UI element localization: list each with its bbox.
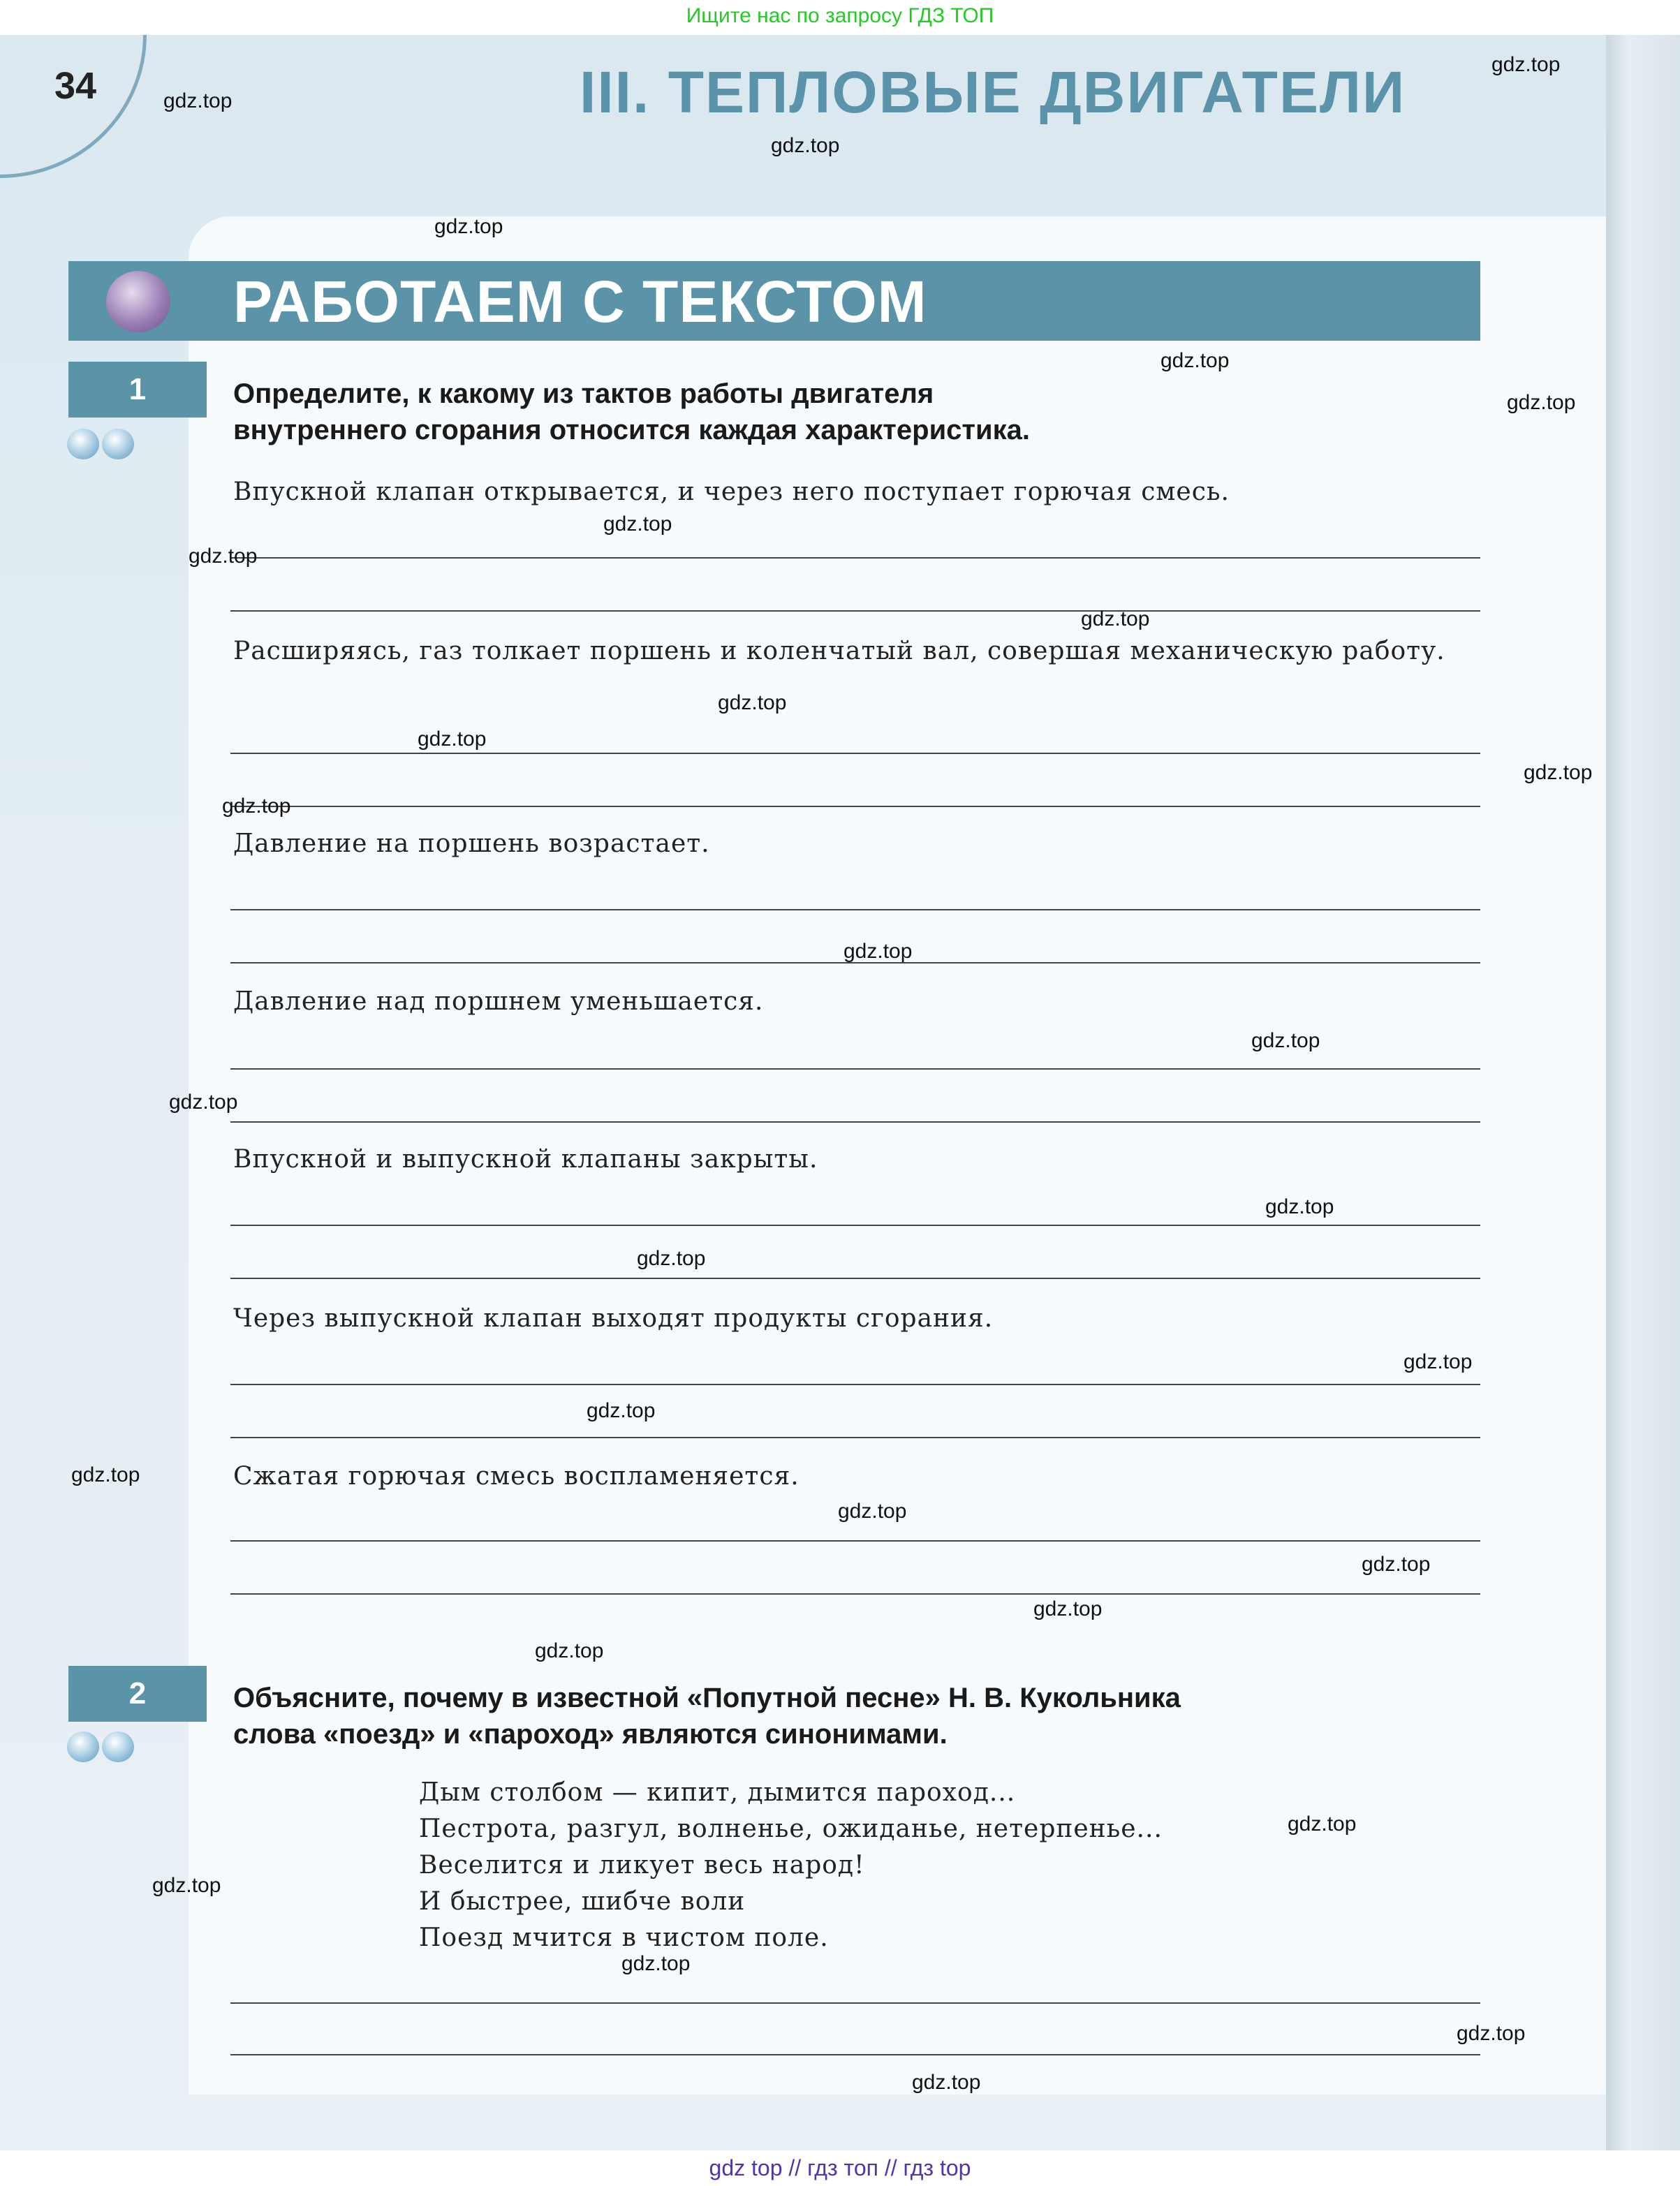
answer-line[interactable]	[230, 2054, 1480, 2055]
answer-line[interactable]	[230, 909, 1480, 910]
answer-line[interactable]	[230, 1540, 1480, 1542]
watermark: gdz.top	[1288, 1812, 1357, 1836]
answer-line[interactable]	[230, 1437, 1480, 1438]
answer-line[interactable]	[230, 1384, 1480, 1385]
answer-line[interactable]	[230, 1593, 1480, 1595]
search-hint: Ищите нас по запросу ГДЗ ТОП	[686, 4, 994, 27]
watermark: gdz.top	[1507, 391, 1576, 414]
answer-line[interactable]	[230, 557, 1480, 559]
task2-question	[233, 1680, 1476, 1752]
characteristic-item: Давление на поршень возрастает.	[233, 829, 710, 858]
task-number-badge: 1	[68, 362, 207, 418]
difficulty-dots-icon	[67, 429, 140, 459]
watermark: gdz.top	[1160, 349, 1230, 372]
watermark: gdz.top	[434, 215, 503, 238]
watermark: gdz.top	[418, 728, 487, 751]
answer-line[interactable]	[230, 2002, 1480, 2004]
characteristic-item: Впускной клапан открывается, и через него поступает горючая смесь.	[233, 478, 1230, 506]
task1-question	[233, 376, 1476, 448]
page-number: 34	[54, 65, 97, 107]
question-line: слова «поезд» и «пароход» являются синонимами.	[233, 1719, 948, 1750]
watermark: gdz.top	[771, 134, 840, 157]
characteristic-item: Давление над поршнем уменьшается.	[233, 987, 764, 1016]
watermark: gdz.top	[189, 545, 258, 568]
footer-text: gdz top // гдз топ // гдз top	[709, 2155, 971, 2180]
characteristic-item: Сжатая горючая смесь воспламеняется.	[233, 1462, 800, 1491]
characteristic-item: Через выпускной клапан выходят продукты сгорания.	[233, 1304, 994, 1333]
answer-line[interactable]	[230, 1225, 1480, 1226]
poem-line: Поезд мчится в чистом поле.	[419, 1923, 829, 1952]
poem-line: Дым столбом — кипит, дымится пароход...	[419, 1778, 1016, 1807]
watermark: gdz.top	[637, 1247, 706, 1270]
footer	[0, 2150, 1680, 2186]
answer-line[interactable]	[230, 1068, 1480, 1070]
characteristic-item: Расширяясь, газ толкает поршень и коленчатый вал, совершая механическую работу.	[233, 637, 1445, 665]
watermark: gdz.top	[1081, 607, 1150, 630]
watermark: gdz.top	[535, 1639, 604, 1662]
watermark: gdz.top	[71, 1463, 140, 1486]
characteristic-item: Впускной и выпускной клапаны закрыты.	[233, 1145, 818, 1174]
poem-line: Пестрота, разгул, волненье, ожиданье, нетерпенье...	[419, 1815, 1163, 1843]
watermark: gdz.top	[152, 1874, 221, 1897]
section-title: РАБОТАЕМ С ТЕКСТОМ	[233, 269, 927, 334]
task-number-badge: 2	[68, 1666, 207, 1722]
watermark: gdz.top	[1524, 761, 1593, 784]
watermark: gdz.top	[587, 1399, 656, 1422]
watermark: gdz.top	[1457, 2022, 1526, 2045]
watermark: gdz.top	[222, 795, 291, 818]
watermark: gdz.top	[1362, 1553, 1431, 1576]
answer-line[interactable]	[230, 753, 1480, 754]
question-line: внутреннего сгорания относится каждая характеристика.	[233, 415, 1030, 445]
answer-line[interactable]	[230, 1278, 1480, 1279]
watermark: gdz.top	[621, 1952, 691, 1975]
watermark: gdz.top	[718, 691, 787, 714]
sphere-icon	[106, 271, 170, 332]
watermark: gdz.top	[912, 2071, 981, 2094]
watermark: gdz.top	[843, 940, 913, 963]
difficulty-dots-icon	[67, 1731, 140, 1762]
poem	[419, 1775, 1466, 1956]
question-line: Определите, к какому из тактов работы двигателя	[233, 378, 934, 409]
poem-line: И быстрее, шибче воли	[419, 1887, 746, 1916]
watermark: gdz.top	[1033, 1597, 1103, 1620]
page-edge	[1606, 35, 1680, 2150]
watermark: gdz.top	[169, 1091, 238, 1114]
chapter-title: III. ТЕПЛОВЫЕ ДВИГАТЕЛИ	[580, 59, 1406, 125]
top-banner	[0, 0, 1680, 35]
answer-line[interactable]	[230, 1121, 1480, 1123]
answer-line[interactable]	[230, 610, 1480, 612]
watermark: gdz.top	[838, 1500, 907, 1523]
watermark: gdz.top	[163, 89, 233, 112]
answer-line[interactable]	[230, 806, 1480, 807]
watermark: gdz.top	[1403, 1350, 1473, 1373]
poem-line: Веселится и ликует весь народ!	[419, 1851, 865, 1879]
watermark: gdz.top	[603, 512, 672, 536]
watermark: gdz.top	[1265, 1195, 1334, 1218]
watermark: gdz.top	[1251, 1029, 1320, 1052]
watermark: gdz.top	[1491, 53, 1561, 76]
question-line: Объясните, почему в известной «Попутной песне» Н. В. Кукольника	[233, 1683, 1181, 1713]
